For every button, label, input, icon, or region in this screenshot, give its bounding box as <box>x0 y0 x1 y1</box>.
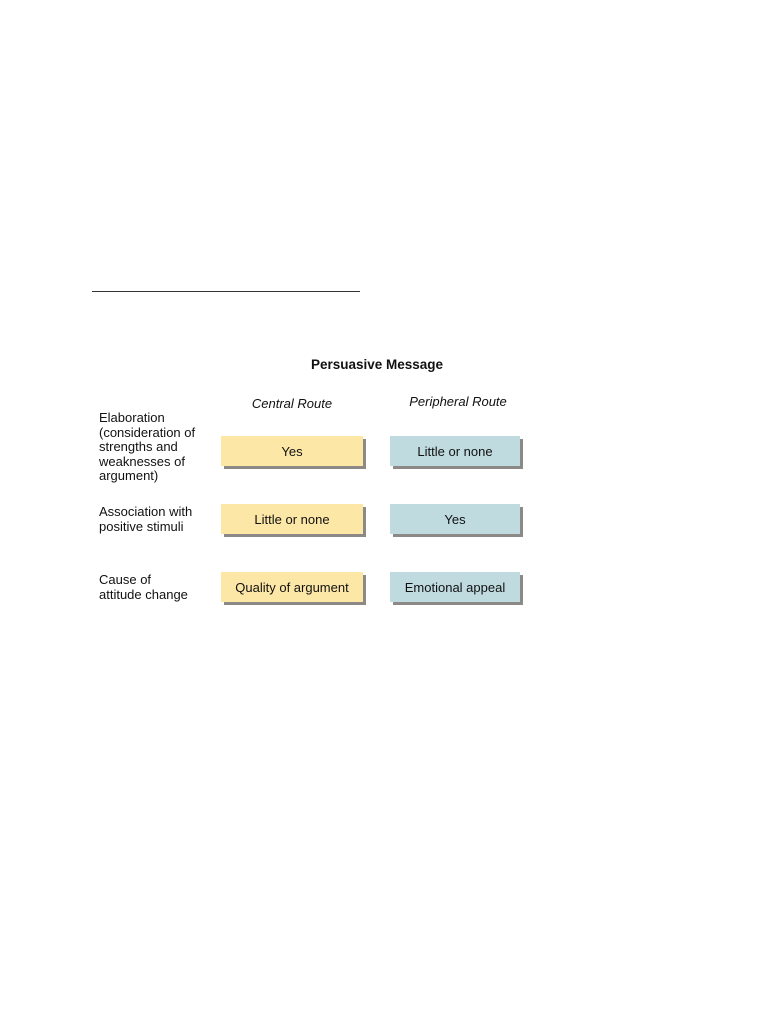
cell-cause-peripheral <box>390 572 520 602</box>
cell-text: Emotional appeal <box>404 579 506 595</box>
cell-text: Little or none <box>254 511 330 527</box>
cell-association-central <box>221 504 363 534</box>
row-label-elaboration: Elaboration (consideration of strengths and weaknesses of argument) <box>99 410 196 484</box>
cell-text: Yes <box>444 511 466 527</box>
cell-text: Little or none <box>417 443 493 459</box>
cell-association-peripheral <box>390 504 520 534</box>
cell-elaboration-peripheral <box>390 436 520 466</box>
cell-text: Yes <box>281 443 303 459</box>
cell-elaboration-central <box>221 436 363 466</box>
row-label-association: Association with positive stimuli <box>99 504 193 534</box>
cell-cause-central <box>221 572 363 602</box>
row-label-cause: Cause of attitude change <box>99 572 188 602</box>
column-header-central-route: Central Route <box>251 396 333 411</box>
cell-text: Quality of argument <box>235 579 349 595</box>
header-rule <box>92 291 360 292</box>
diagram-title: Persuasive Message <box>310 357 444 372</box>
column-header-peripheral-route: Peripheral Route <box>409 394 507 409</box>
